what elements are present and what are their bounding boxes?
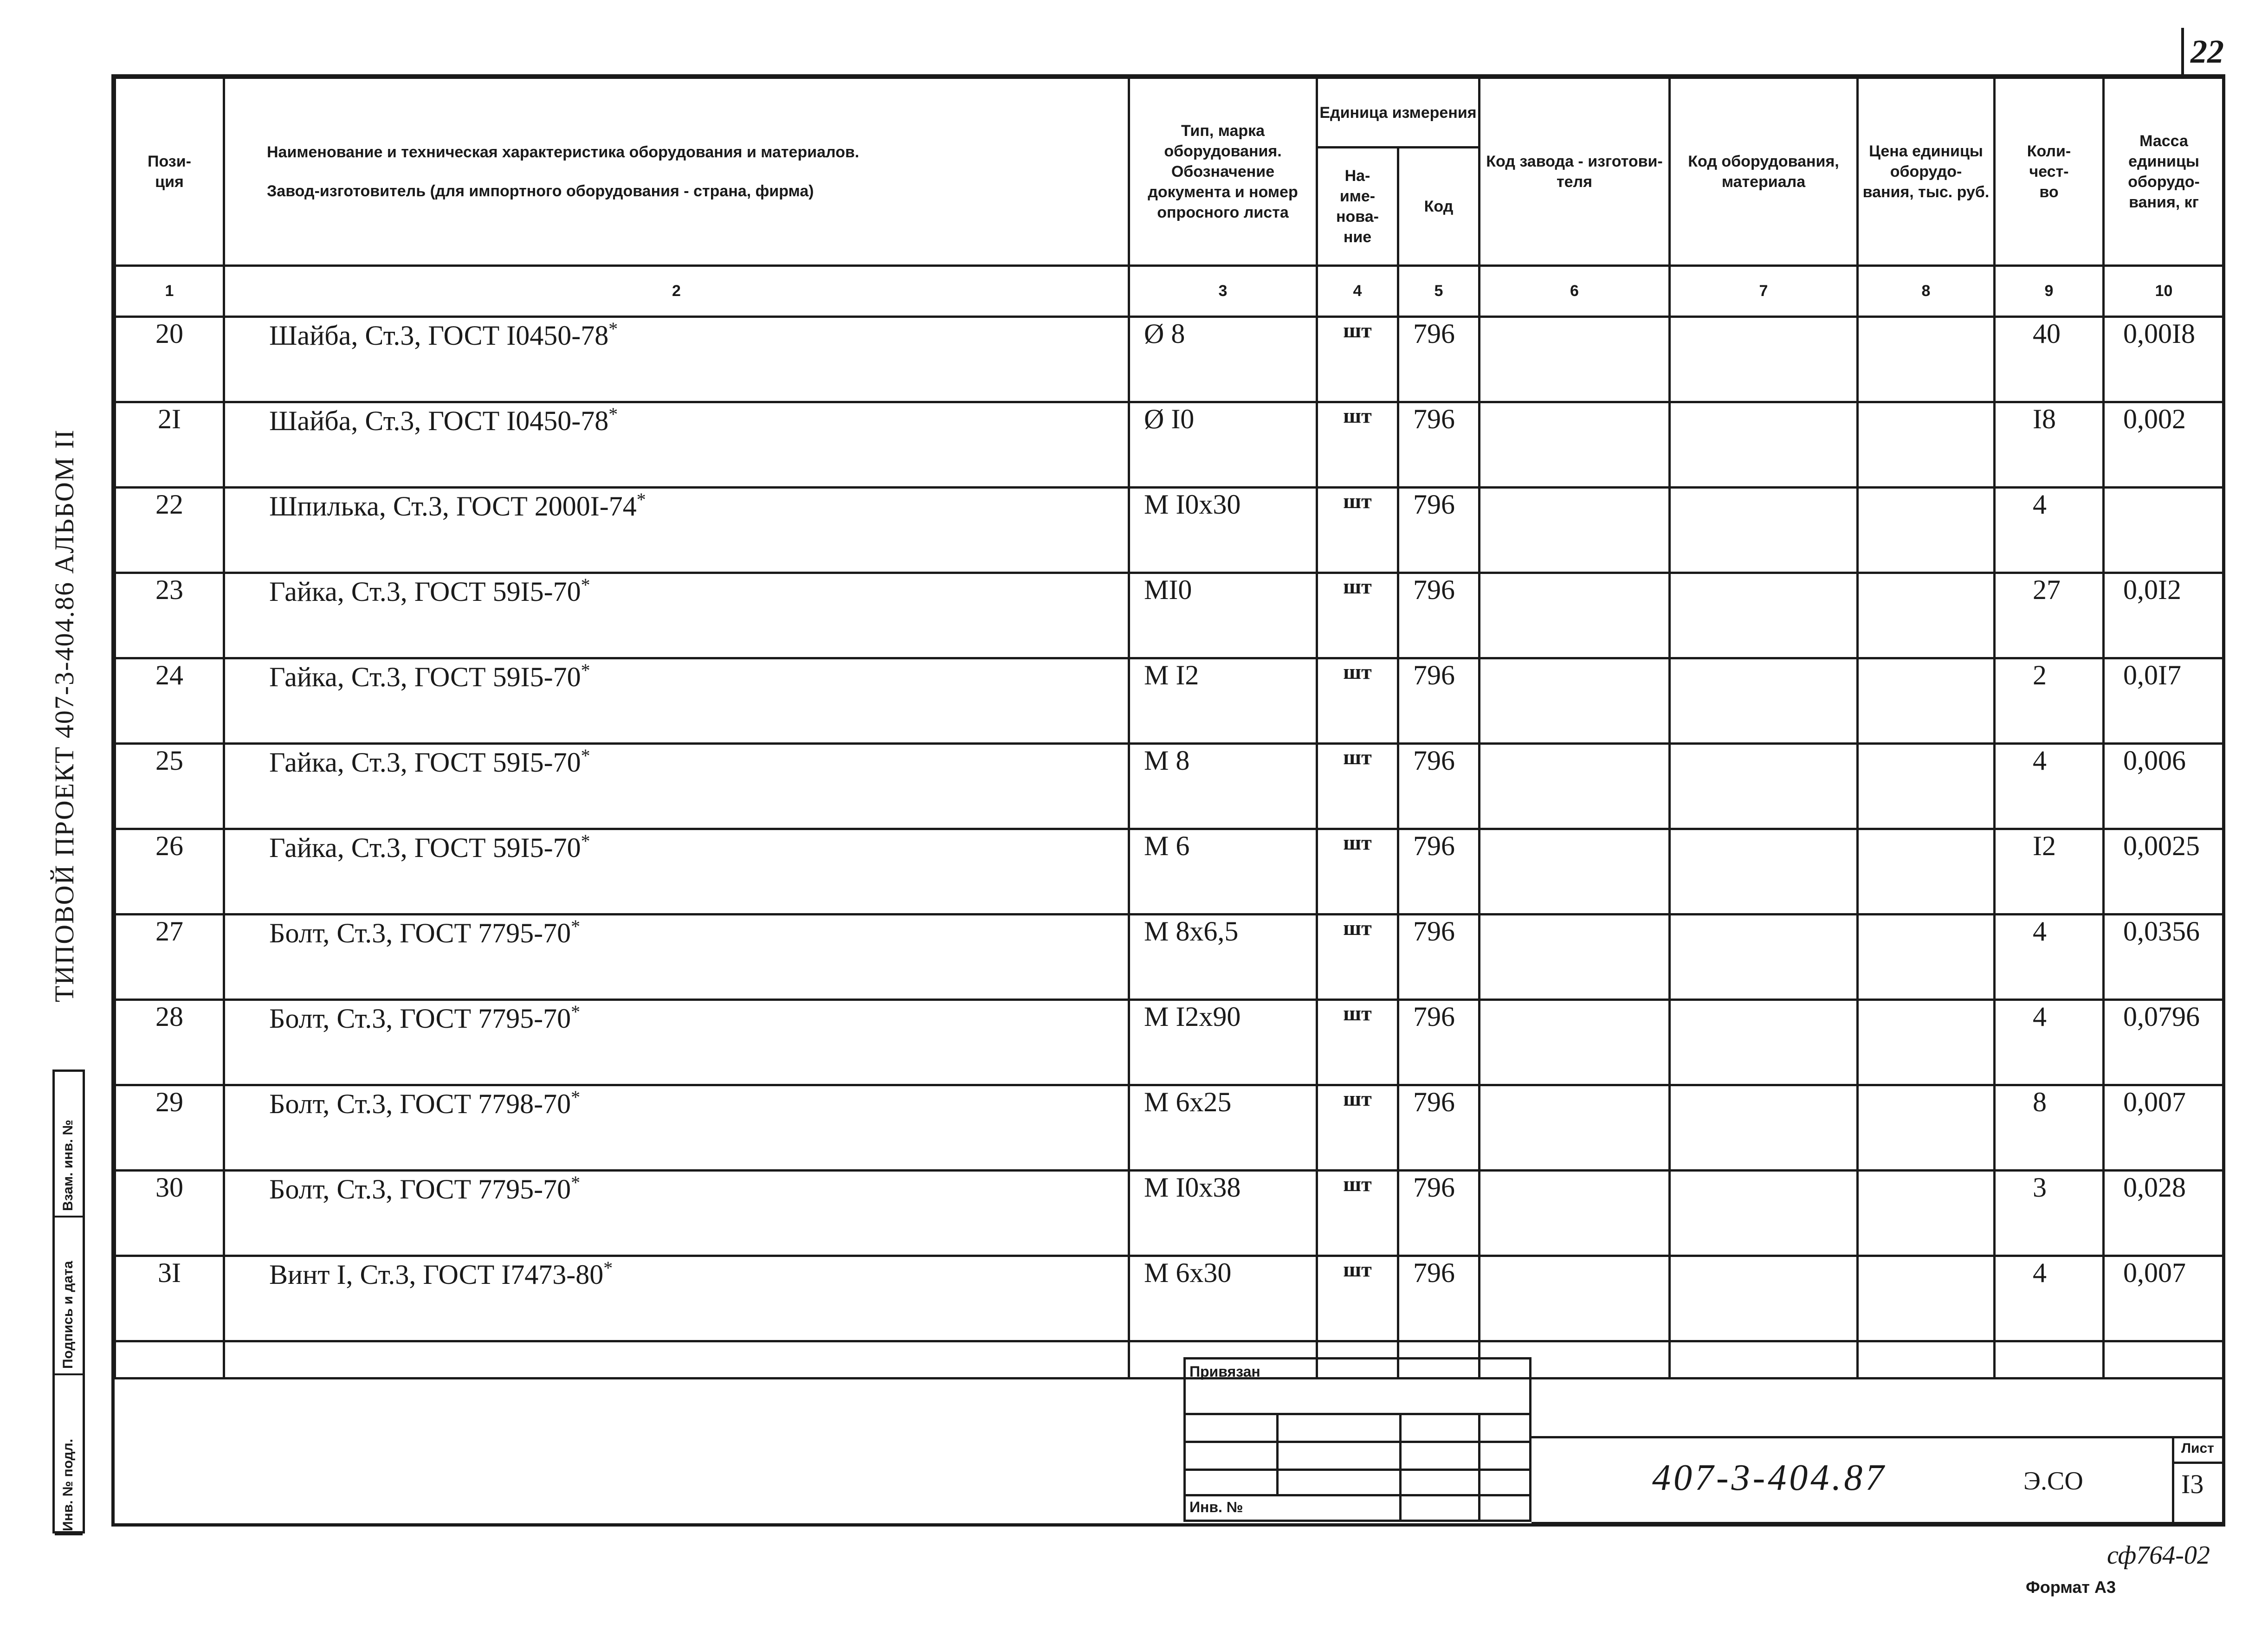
unit-code-cell: 796 — [1398, 1256, 1480, 1341]
table-row — [115, 829, 2224, 915]
type-mark-cell: М I0х30 — [1129, 488, 1317, 573]
position-cell: 3I — [115, 1256, 224, 1341]
column-number: 2 — [224, 266, 1129, 317]
unit-name-cell: шт — [1317, 829, 1398, 915]
item-name-cell — [224, 1085, 1129, 1171]
manufacturer-code-cell — [1480, 744, 1670, 829]
column-number: 5 — [1398, 266, 1480, 317]
column-number: 10 — [2104, 266, 2224, 317]
unit-name-cell: шт — [1317, 317, 1398, 402]
column-number-row — [115, 266, 2224, 317]
unit-mass-cell: 0,028 — [2104, 1171, 2224, 1256]
item-name-text: Болт, Ст.3, ГОСТ 7795-70 — [269, 918, 571, 948]
revision-star: * — [571, 1001, 581, 1022]
item-name-text: Винт I, Ст.3, ГОСТ I7473-80 — [269, 1259, 604, 1290]
archive-number: сф764-02 — [2107, 1541, 2210, 1570]
column-number: 1 — [115, 266, 224, 317]
unit-price-cell — [1858, 402, 1995, 488]
item-name-cell — [224, 1000, 1129, 1085]
unit-price-cell — [1858, 658, 1995, 744]
header-unit-code: Код — [1398, 148, 1480, 266]
unit-name-cell: шт — [1317, 488, 1398, 573]
unit-mass-cell: 0,007 — [2104, 1085, 2224, 1171]
unit-price-cell — [1858, 744, 1995, 829]
quantity-cell: 4 — [1995, 488, 2104, 573]
quantity-cell: 3 — [1995, 1171, 2104, 1256]
unit-price-cell — [1858, 829, 1995, 915]
unit-price-cell — [1858, 573, 1995, 658]
equipment-code-cell — [1670, 1256, 1858, 1341]
revision-star: * — [581, 831, 590, 851]
revision-star: * — [571, 916, 581, 937]
manufacturer-code-cell — [1480, 915, 1670, 1000]
unit-name-cell: шт — [1317, 402, 1398, 488]
stamp-cell-original-inventory — [55, 1373, 83, 1535]
header-manufacturer-code: Код завода - изготови- теля — [1480, 78, 1670, 266]
equipment-code-cell — [1670, 1000, 1858, 1085]
unit-mass-cell: 0,002 — [2104, 402, 2224, 488]
item-name-text: Гайка, Ст.3, ГОСТ 59I5-70 — [269, 576, 581, 607]
header-name: Наименование и техническая характеристика оборудования и материалов. Завод-изготовитель (для импортного оборудования - страна, фирма) — [224, 78, 1129, 266]
quantity-cell: 27 — [1995, 573, 2104, 658]
unit-mass-cell — [2104, 488, 2224, 573]
manufacturer-code-cell — [1480, 1256, 1670, 1341]
item-name-text: Шайба, Ст.3, ГОСТ I0450-78 — [269, 320, 609, 351]
unit-code-cell: 796 — [1398, 744, 1480, 829]
quantity-cell: 40 — [1995, 317, 2104, 402]
item-name-cell — [224, 658, 1129, 744]
quantity-cell: 4 — [1995, 915, 2104, 1000]
type-mark-cell: М I2х90 — [1129, 1000, 1317, 1085]
equipment-code-cell — [1670, 317, 1858, 402]
unit-mass-cell: 0,0I7 — [2104, 658, 2224, 744]
type-mark-cell: М 6х25 — [1129, 1085, 1317, 1171]
header-unit-name: На- име- нова- ние — [1317, 148, 1398, 266]
quantity-cell: 4 — [1995, 1256, 2104, 1341]
empty-cell — [1995, 1341, 2104, 1379]
stamp-cell-replaced-inventory — [55, 1072, 83, 1218]
column-number: 3 — [1129, 266, 1317, 317]
unit-code-cell: 796 — [1398, 829, 1480, 915]
header-unit-group: Единица измерения — [1317, 78, 1480, 148]
table-row — [115, 573, 2224, 658]
type-mark-cell: МI0 — [1129, 573, 1317, 658]
manufacturer-code-cell — [1480, 488, 1670, 573]
revision-star: * — [581, 574, 590, 595]
unit-mass-cell: 0,0356 — [2104, 915, 2224, 1000]
position-cell: 25 — [115, 744, 224, 829]
position-cell: 20 — [115, 317, 224, 402]
item-name-text: Болт, Ст.3, ГОСТ 7798-70 — [269, 1089, 571, 1119]
position-cell: 29 — [115, 1085, 224, 1171]
unit-name-cell: шт — [1317, 1256, 1398, 1341]
equipment-code-cell — [1670, 1171, 1858, 1256]
column-number: 8 — [1858, 266, 1995, 317]
item-name-text: Болт, Ст.3, ГОСТ 7795-70 — [269, 1174, 571, 1205]
column-number: 6 — [1480, 266, 1670, 317]
empty-row — [115, 1341, 2224, 1379]
unit-code-cell: 796 — [1398, 573, 1480, 658]
revision-star: * — [571, 1087, 581, 1108]
quantity-cell: 2 — [1995, 658, 2104, 744]
unit-mass-cell: 0,0I2 — [2104, 573, 2224, 658]
type-mark-cell: М I2 — [1129, 658, 1317, 744]
type-mark-cell: М I0х38 — [1129, 1171, 1317, 1256]
stamp-label: Взам. инв. № — [60, 1120, 76, 1211]
position-cell: 27 — [115, 915, 224, 1000]
sheet-number: I3 — [2181, 1469, 2204, 1499]
item-name-cell — [224, 317, 1129, 402]
unit-code-cell: 796 — [1398, 488, 1480, 573]
bound-label: Привязан — [1189, 1363, 1260, 1380]
specification-table — [114, 77, 2225, 1379]
item-name-text: Гайка, Ст.3, ГОСТ 59I5-70 — [269, 832, 581, 863]
position-cell: 24 — [115, 658, 224, 744]
table-row — [115, 402, 2224, 488]
empty-cell — [2104, 1341, 2224, 1379]
table-rows — [115, 317, 2224, 1379]
column-number: 7 — [1670, 266, 1858, 317]
revision-star: * — [608, 404, 618, 425]
table-row — [115, 1171, 2224, 1256]
manufacturer-code-cell — [1480, 402, 1670, 488]
table-row — [115, 658, 2224, 744]
quantity-cell: 4 — [1995, 744, 2104, 829]
table-row — [115, 317, 2224, 402]
revision-star: * — [581, 660, 590, 681]
equipment-code-cell — [1670, 829, 1858, 915]
manufacturer-code-cell — [1480, 1171, 1670, 1256]
quantity-cell: I2 — [1995, 829, 2104, 915]
table-row — [115, 915, 2224, 1000]
position-cell: 28 — [115, 1000, 224, 1085]
type-mark-cell: М 8х6,5 — [1129, 915, 1317, 1000]
unit-code-cell: 796 — [1398, 1085, 1480, 1171]
page-number: 22 — [2190, 33, 2224, 70]
unit-mass-cell: 0,006 — [2104, 744, 2224, 829]
equipment-code-cell — [1670, 573, 1858, 658]
stamp-label: Инв. № подл. — [60, 1438, 76, 1531]
equipment-code-cell — [1670, 402, 1858, 488]
manufacturer-code-cell — [1480, 1000, 1670, 1085]
item-name-cell — [224, 829, 1129, 915]
table-row — [115, 488, 2224, 573]
manufacturer-code-cell — [1480, 317, 1670, 402]
unit-mass-cell: 0,007 — [2104, 1256, 2224, 1341]
document-code: 407-3-404.87 — [1652, 1457, 1887, 1498]
unit-price-cell — [1858, 1171, 1995, 1256]
table-row — [115, 1256, 2224, 1341]
type-mark-cell: М 8 — [1129, 744, 1317, 829]
format-label: Формат А3 — [2026, 1578, 2116, 1597]
unit-name-cell: шт — [1317, 915, 1398, 1000]
position-cell: 22 — [115, 488, 224, 573]
equipment-code-cell — [1670, 488, 1858, 573]
header-quantity: Коли- чест- во — [1995, 78, 2104, 266]
item-name-text: Болт, Ст.3, ГОСТ 7795-70 — [269, 1003, 571, 1034]
page-number-divider — [2181, 28, 2184, 79]
quantity-cell: I8 — [1995, 402, 2104, 488]
manufacturer-code-cell — [1480, 1085, 1670, 1171]
unit-price-cell — [1858, 1256, 1995, 1341]
header-equipment-code: Код оборудования, материала — [1670, 78, 1858, 266]
item-name-cell — [224, 915, 1129, 1000]
position-cell: 26 — [115, 829, 224, 915]
quantity-cell: 4 — [1995, 1000, 2104, 1085]
unit-name-cell: шт — [1317, 744, 1398, 829]
inventory-label: Инв. № — [1189, 1499, 1243, 1515]
equipment-code-cell — [1670, 1085, 1858, 1171]
equipment-code-cell — [1670, 658, 1858, 744]
unit-code-cell: 796 — [1398, 1000, 1480, 1085]
item-name-text: Гайка, Ст.3, ГОСТ 59I5-70 — [269, 747, 581, 778]
unit-price-cell — [1858, 915, 1995, 1000]
empty-cell — [1858, 1341, 1995, 1379]
unit-name-cell: шт — [1317, 1085, 1398, 1171]
sheet-label: Лист — [2181, 1441, 2214, 1456]
empty-cell — [115, 1341, 224, 1379]
empty-cell — [224, 1341, 1129, 1379]
item-name-text: Шпилька, Ст.3, ГОСТ 2000I-74 — [269, 491, 637, 522]
unit-code-cell: 796 — [1398, 402, 1480, 488]
binding-stamp-box — [1183, 1357, 1531, 1522]
unit-code-cell: 796 — [1398, 658, 1480, 744]
item-name-cell — [224, 488, 1129, 573]
quantity-cell: 8 — [1995, 1085, 2104, 1171]
equipment-code-cell — [1670, 744, 1858, 829]
revision-star: * — [571, 1172, 581, 1193]
empty-cell — [1670, 1341, 1858, 1379]
item-name-text: Шайба, Ст.3, ГОСТ I0450-78 — [269, 406, 609, 436]
unit-name-cell: шт — [1317, 658, 1398, 744]
side-project-title: ТИПОВОЙ ПРОЕКТ 407-3-404.86 АЛЬБОМ II — [49, 429, 79, 1002]
position-cell: 23 — [115, 573, 224, 658]
revision-star: * — [608, 318, 618, 339]
manufacturer-code-cell — [1480, 573, 1670, 658]
type-mark-cell: М 6 — [1129, 829, 1317, 915]
unit-name-cell: шт — [1317, 1171, 1398, 1256]
unit-price-cell — [1858, 1000, 1995, 1085]
unit-code-cell: 796 — [1398, 317, 1480, 402]
revision-star: * — [581, 745, 590, 766]
table-row — [115, 1085, 2224, 1171]
header-type-mark: Тип, марка оборудования. Обозначение документа и номер опросного листа — [1129, 78, 1317, 266]
approval-stamp-column — [52, 1069, 85, 1533]
sheet-code: Э.СО — [2023, 1467, 2083, 1495]
unit-price-cell — [1858, 317, 1995, 402]
unit-mass-cell: 0,0796 — [2104, 1000, 2224, 1085]
column-number: 9 — [1995, 266, 2104, 317]
table-row — [115, 744, 2224, 829]
manufacturer-code-cell — [1480, 658, 1670, 744]
item-name-text: Гайка, Ст.3, ГОСТ 59I5-70 — [269, 662, 581, 692]
unit-name-cell: шт — [1317, 1000, 1398, 1085]
item-name-cell — [224, 402, 1129, 488]
unit-name-cell: шт — [1317, 573, 1398, 658]
item-name-cell — [224, 1256, 1129, 1341]
stamp-cell-signature-date — [55, 1216, 83, 1375]
stamp-label: Подпись и дата — [60, 1261, 76, 1369]
type-mark-cell: Ø I0 — [1129, 402, 1317, 488]
table-row — [115, 1000, 2224, 1085]
type-mark-cell: М 6х30 — [1129, 1256, 1317, 1341]
unit-price-cell — [1858, 1085, 1995, 1171]
type-mark-cell: Ø 8 — [1129, 317, 1317, 402]
unit-mass-cell: 0,0025 — [2104, 829, 2224, 915]
position-cell: 2I — [115, 402, 224, 488]
header-unit-price: Цена единицы оборудо- вания, тыс. руб. — [1858, 78, 1995, 266]
column-number: 4 — [1317, 266, 1398, 317]
position-cell: 30 — [115, 1171, 224, 1256]
revision-star: * — [636, 489, 646, 510]
unit-mass-cell: 0,00I8 — [2104, 317, 2224, 402]
equipment-code-cell — [1670, 915, 1858, 1000]
manufacturer-code-cell — [1480, 829, 1670, 915]
header-unit-mass: Масса единицы оборудо- вания, кг — [2104, 78, 2224, 266]
unit-code-cell: 796 — [1398, 915, 1480, 1000]
revision-star: * — [603, 1257, 613, 1278]
unit-code-cell: 796 — [1398, 1171, 1480, 1256]
item-name-cell — [224, 1171, 1129, 1256]
item-name-cell — [224, 573, 1129, 658]
item-name-cell — [224, 744, 1129, 829]
unit-price-cell — [1858, 488, 1995, 573]
header-position: Пози- ция — [115, 78, 224, 266]
